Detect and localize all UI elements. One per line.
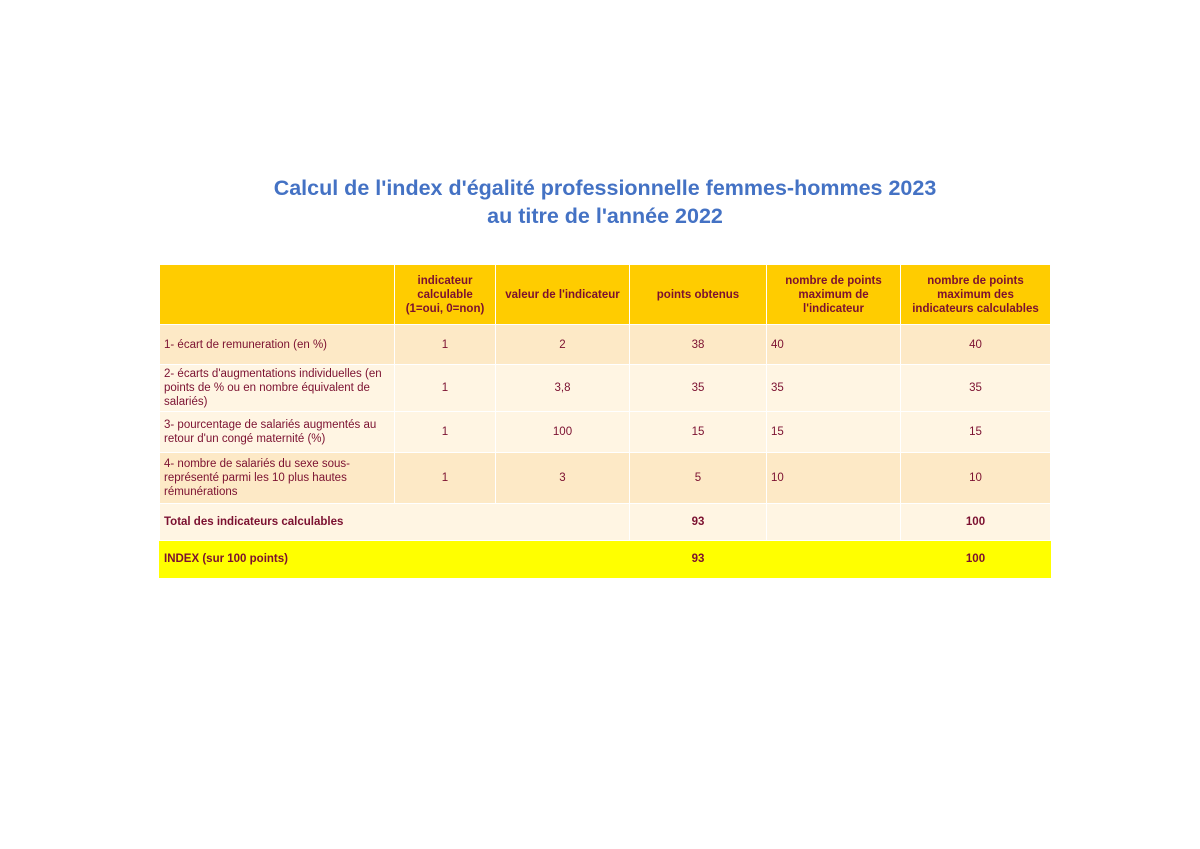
- header-row: [160, 265, 1051, 325]
- title-line-1: Calcul de l'index d'égalité professionnelle femmes-hommes 2023: [273, 176, 937, 200]
- row-calculable: 1: [395, 325, 496, 365]
- total-max-calc: 100: [901, 504, 1051, 541]
- row-valeur: 2: [496, 325, 630, 365]
- row-valeur: 3: [496, 453, 630, 504]
- index-empty: [767, 541, 901, 578]
- row-max-calc: 35: [901, 365, 1051, 412]
- total-points: 93: [630, 504, 767, 541]
- row-max: 40: [767, 325, 901, 365]
- total-row: [160, 504, 1051, 541]
- index-max-calc: 100: [901, 541, 1051, 578]
- row-max-calc: 40: [901, 325, 1051, 365]
- row-label: 1- écart de remuneration (en %): [160, 325, 395, 365]
- row-points: 5: [630, 453, 767, 504]
- row-max: 15: [767, 412, 901, 453]
- page-title: [0, 174, 1200, 230]
- header-label: [160, 265, 395, 325]
- row-max-calc: 10: [901, 453, 1051, 504]
- row-calculable: 1: [395, 412, 496, 453]
- header-max-calc: nombre de points maximum des indicateurs calculables: [901, 265, 1051, 325]
- index-table: [159, 264, 1051, 578]
- header-max: nombre de points maximum de l'indicateur: [767, 265, 901, 325]
- row-max: 10: [767, 453, 901, 504]
- table-row: [160, 325, 1051, 365]
- header-calculable: indicateur calculable (1=oui, 0=non): [395, 265, 496, 325]
- row-valeur: 100: [496, 412, 630, 453]
- row-label: 3- pourcentage de salariés augmentés au retour d'un congé maternité (%): [160, 412, 395, 453]
- row-label: 4- nombre de salariés du sexe sous-représenté parmi les 10 plus hautes rémunérations: [160, 453, 395, 504]
- row-valeur: 3,8: [496, 365, 630, 412]
- row-max-calc: 15: [901, 412, 1051, 453]
- row-calculable: 1: [395, 453, 496, 504]
- header-valeur: valeur de l'indicateur: [496, 265, 630, 325]
- table-row: [160, 453, 1051, 504]
- title-line-2: au titre de l'année 2022: [487, 204, 723, 228]
- table-row: [160, 412, 1051, 453]
- table-row: [160, 365, 1051, 412]
- row-calculable: 1: [395, 365, 496, 412]
- index-points: 93: [630, 541, 767, 578]
- index-row: [160, 541, 1051, 578]
- total-label: Total des indicateurs calculables: [160, 504, 630, 541]
- index-label: INDEX (sur 100 points): [160, 541, 630, 578]
- total-empty: [767, 504, 901, 541]
- row-max: 35: [767, 365, 901, 412]
- row-points: 15: [630, 412, 767, 453]
- row-label: 2- écarts d'augmentations individuelles (en points de % ou en nombre équivalent de salariés): [160, 365, 395, 412]
- row-points: 35: [630, 365, 767, 412]
- row-points: 38: [630, 325, 767, 365]
- header-points: points obtenus: [630, 265, 767, 325]
